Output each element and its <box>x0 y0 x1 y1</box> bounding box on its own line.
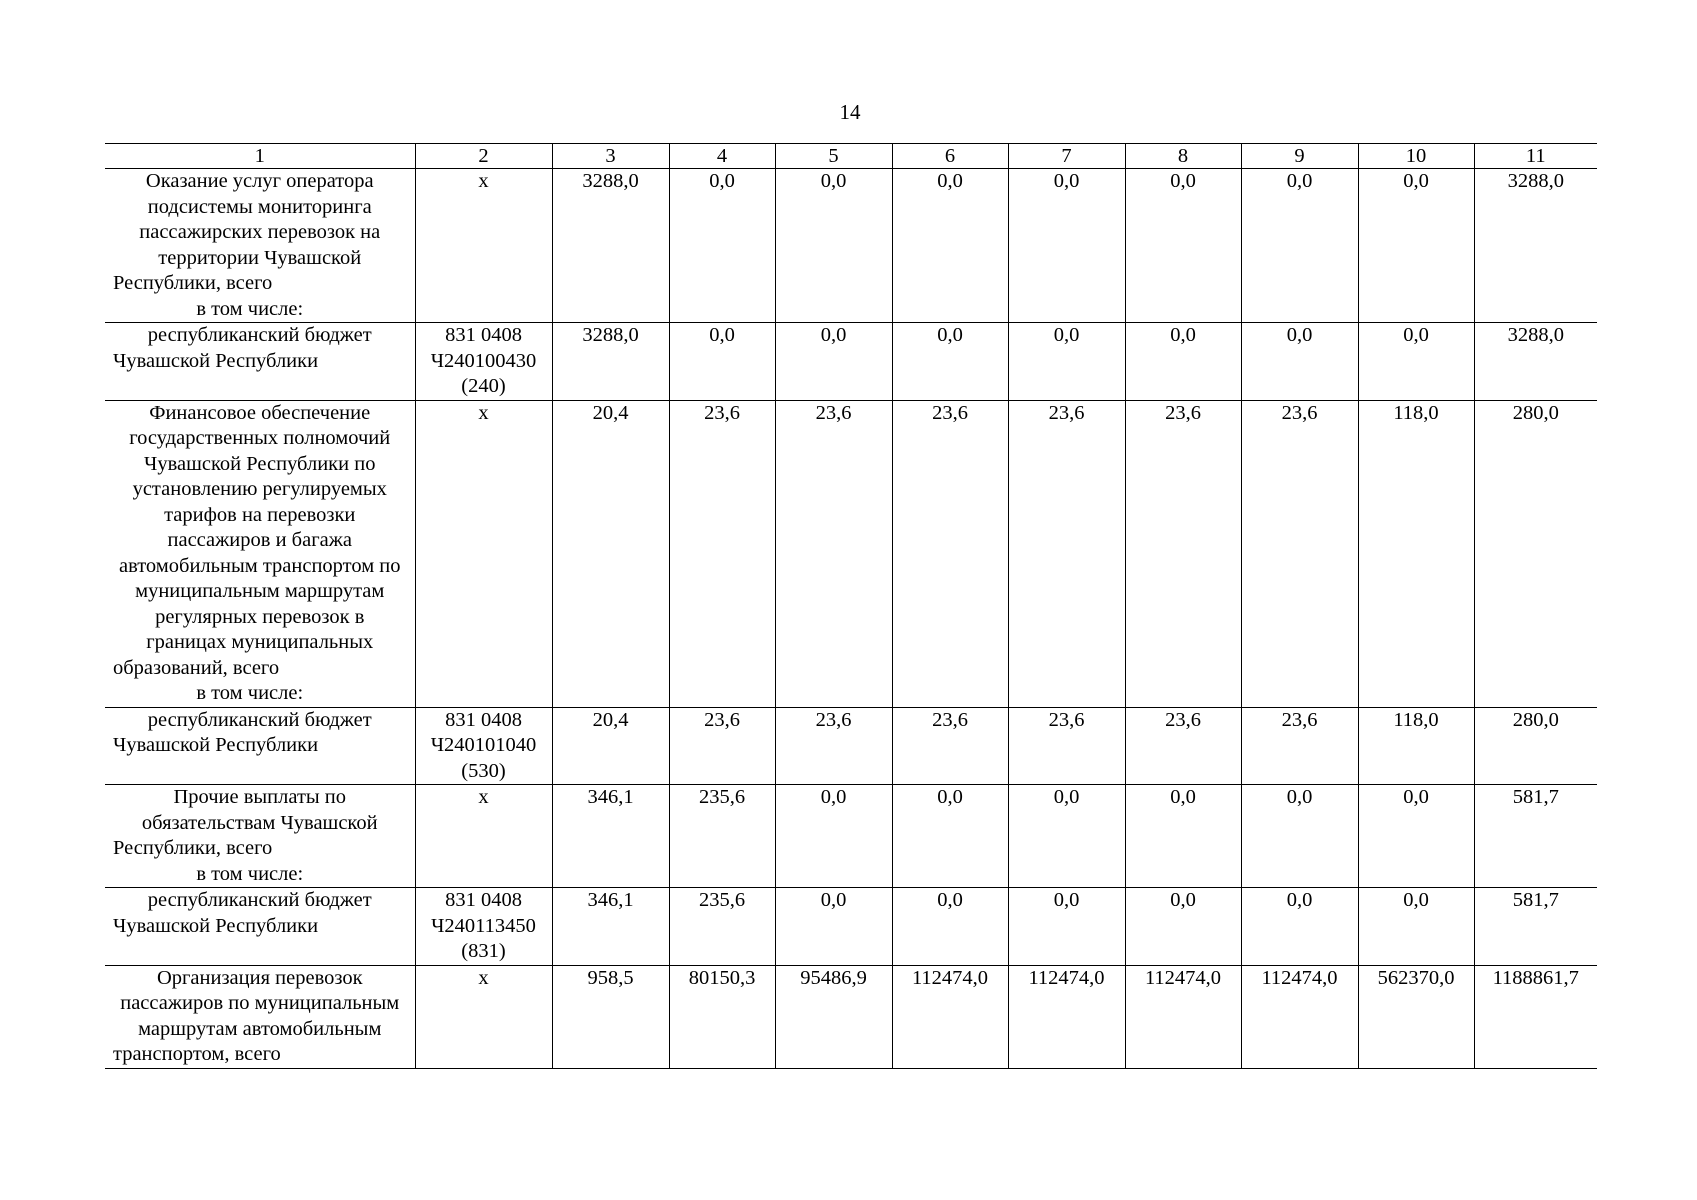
value-cell: 23,6 <box>1125 707 1241 785</box>
table-row <box>105 888 1597 966</box>
value-cell: 0,0 <box>1008 888 1125 966</box>
row-description: республиканский бюджет Чувашской Республики <box>113 708 372 756</box>
value-cell: 23,6 <box>892 707 1008 785</box>
value-cell: 23,6 <box>892 400 1008 707</box>
value-cell: 118,0 <box>1358 400 1474 707</box>
row-description: республиканский бюджет Чувашской Республики <box>113 324 372 372</box>
column-header: 6 <box>892 144 1008 169</box>
value-cell: 23,6 <box>1241 400 1358 707</box>
value-cell: 23,6 <box>1125 400 1241 707</box>
value-cell: 80150,3 <box>669 965 775 1068</box>
column-header: 4 <box>669 144 775 169</box>
including-label: в том числе: <box>196 297 304 320</box>
value-cell: 112474,0 <box>892 965 1008 1068</box>
value-cell: 0,0 <box>1008 323 1125 401</box>
value-cell: 581,7 <box>1474 785 1597 888</box>
budget-code: 831 0408 Ч240100430 (240) <box>430 324 537 397</box>
row-name-cell <box>105 888 415 966</box>
value-cell: 0,0 <box>775 323 892 401</box>
row-name-cell <box>105 707 415 785</box>
column-header: 7 <box>1008 144 1125 169</box>
budget-code-cell: х <box>415 965 552 1068</box>
value-cell: 0,0 <box>1241 888 1358 966</box>
value-cell: 0,0 <box>1125 323 1241 401</box>
value-cell: 235,6 <box>669 785 775 888</box>
value-cell: 280,0 <box>1474 707 1597 785</box>
value-cell: 235,6 <box>669 888 775 966</box>
value-cell: 0,0 <box>775 785 892 888</box>
value-cell: 3288,0 <box>552 169 669 323</box>
row-name-cell <box>105 169 415 323</box>
value-cell: 95486,9 <box>775 965 892 1068</box>
value-cell: 0,0 <box>669 169 775 323</box>
value-cell: 3288,0 <box>552 323 669 401</box>
value-cell: 0,0 <box>1358 169 1474 323</box>
value-cell: 20,4 <box>552 707 669 785</box>
value-cell: 0,0 <box>1008 785 1125 888</box>
value-cell: 0,0 <box>669 323 775 401</box>
budget-code: 831 0408 Ч240101040 (530) <box>430 708 537 782</box>
column-header: 2 <box>415 144 552 169</box>
value-cell: 0,0 <box>1241 785 1358 888</box>
value-cell: 1188861,7 <box>1474 965 1597 1068</box>
row-name-cell <box>105 785 415 888</box>
budget-code-cell: х <box>415 169 552 323</box>
column-header: 8 <box>1125 144 1241 169</box>
value-cell: 0,0 <box>1358 888 1474 966</box>
value-cell: 0,0 <box>775 169 892 323</box>
value-cell: 958,5 <box>552 965 669 1068</box>
value-cell: 280,0 <box>1474 400 1597 707</box>
value-cell: 0,0 <box>1125 785 1241 888</box>
budget-code-cell <box>415 707 552 785</box>
budget-code-cell <box>415 888 552 966</box>
value-cell: 0,0 <box>1358 323 1474 401</box>
value-cell: 20,4 <box>552 400 669 707</box>
row-description: Оказание услуг оператора подсистемы мониторинга пассажирских перевозок на территории Чувашской Республики, всего <box>113 170 381 294</box>
row-description: Финансовое обеспечение государственных полномочий Чувашской Республики по установлению регулируемых тарифов на перевозки пассажиров и багажа автомобильным транспортом по муниципальным маршрутам регулярных перевозок в границах муниципальных образований, всего <box>113 401 401 679</box>
value-cell: 0,0 <box>1125 169 1241 323</box>
table-row <box>105 965 1597 1068</box>
value-cell: 23,6 <box>775 400 892 707</box>
budget-table <box>105 143 1597 1069</box>
table-header-row <box>105 144 1597 169</box>
value-cell: 118,0 <box>1358 707 1474 785</box>
value-cell: 0,0 <box>775 888 892 966</box>
value-cell: 0,0 <box>892 785 1008 888</box>
row-description: Прочие выплаты по обязательствам Чувашской Республики, всего <box>113 786 378 859</box>
row-name-cell <box>105 400 415 707</box>
column-header: 9 <box>1241 144 1358 169</box>
value-cell: 23,6 <box>669 707 775 785</box>
table-row <box>105 169 1597 323</box>
value-cell: 23,6 <box>1008 707 1125 785</box>
row-description: республиканский бюджет Чувашской Республики <box>113 889 372 937</box>
row-name-cell <box>105 965 415 1068</box>
value-cell: 0,0 <box>1358 785 1474 888</box>
value-cell: 0,0 <box>1241 323 1358 401</box>
budget-code-cell: х <box>415 785 552 888</box>
value-cell: 23,6 <box>775 707 892 785</box>
value-cell: 23,6 <box>1008 400 1125 707</box>
value-cell: 112474,0 <box>1008 965 1125 1068</box>
column-header: 10 <box>1358 144 1474 169</box>
value-cell: 112474,0 <box>1241 965 1358 1068</box>
value-cell: 0,0 <box>1008 169 1125 323</box>
table-row <box>105 707 1597 785</box>
value-cell: 346,1 <box>552 888 669 966</box>
page-number: 14 <box>839 100 861 124</box>
column-header: 3 <box>552 144 669 169</box>
row-name-cell <box>105 323 415 401</box>
value-cell: 0,0 <box>892 888 1008 966</box>
value-cell: 112474,0 <box>1125 965 1241 1068</box>
value-cell: 0,0 <box>892 169 1008 323</box>
value-cell: 562370,0 <box>1358 965 1474 1068</box>
column-header: 1 <box>105 144 415 169</box>
value-cell: 346,1 <box>552 785 669 888</box>
column-header: 5 <box>775 144 892 169</box>
column-header: 11 <box>1474 144 1597 169</box>
including-label: в том числе: <box>196 682 304 704</box>
value-cell: 23,6 <box>669 400 775 707</box>
value-cell: 0,0 <box>1125 888 1241 966</box>
budget-code-cell: х <box>415 400 552 707</box>
value-cell: 3288,0 <box>1474 323 1597 401</box>
including-label: в том числе: <box>196 862 304 885</box>
value-cell: 0,0 <box>1241 169 1358 323</box>
value-cell: 23,6 <box>1241 707 1358 785</box>
table-row <box>105 323 1597 401</box>
budget-code: 831 0408 Ч240113450 (831) <box>431 889 536 962</box>
row-description: Организация перевозок пассажиров по муниципальным маршрутам автомобильным транспортом, всего <box>113 966 400 1065</box>
value-cell: 581,7 <box>1474 888 1597 966</box>
value-cell: 3288,0 <box>1474 169 1597 323</box>
budget-code-cell <box>415 323 552 401</box>
table-row <box>105 400 1597 707</box>
table-row <box>105 785 1597 888</box>
value-cell: 0,0 <box>892 323 1008 401</box>
